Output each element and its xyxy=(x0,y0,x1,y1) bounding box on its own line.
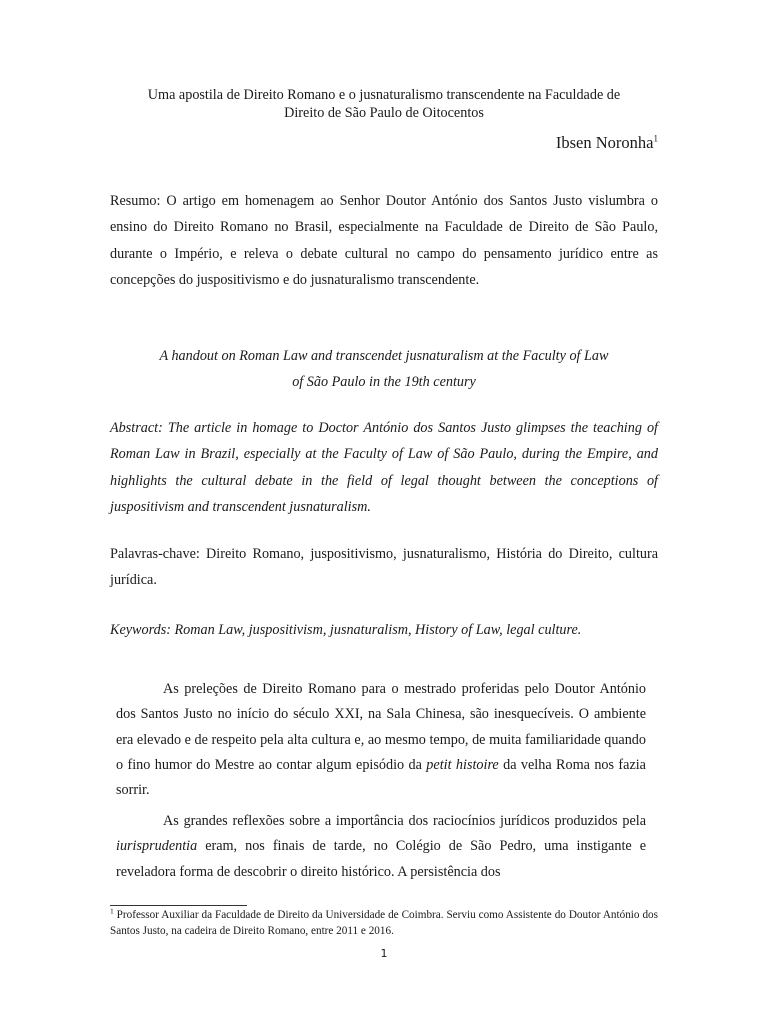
paragraph1-text-before: As preleções de Direito Romano para o mestrado proferidas pelo Doutor António dos Santos Justo no início do século XXI, na Sala Chinesa, são inesquecíveis. O ambiente era elevado e de respeito pela alta cultura e, ao mesmo tempo, de muita familiaridade quando o fino humor do Mestre ao contar algum episódio da xyxy=(116,681,646,773)
author-label: Ibsen Noronha xyxy=(555,133,654,152)
footnote-separator xyxy=(110,905,247,906)
title-line-1: Uma apostila de Direito Romano e o jusnaturalismo transcendente na Faculdade de xyxy=(147,87,621,103)
paragraph2-text-after: eram, nos finais de tarde, no Colégio de São Pedro, uma instigante e reveladora forma de descobrir o direito histórico. A persistência dos xyxy=(116,838,646,880)
english-title-line-2: of São Paulo in the 19th century xyxy=(292,374,476,391)
footnote-mark: 1 xyxy=(110,906,114,916)
footnote-1 xyxy=(110,908,658,939)
body-paragraph-2 xyxy=(116,809,646,885)
page-number: 1 xyxy=(380,947,388,960)
title-line-2: Direito de São Paulo de Oitocentos xyxy=(284,105,484,121)
abstract-paragraph: Abstract: The article in homage to Doctor António dos Santos Justo glimpses the teaching of Roman Law in Brazil, especially at the Faculty of Law of São Paulo, during the Empire, and highlights the cultural debate in the field of legal thought between the conceptions of juspositivism and transcendent jusnaturalism. xyxy=(110,420,658,515)
english-title-line-1: A handout on Roman Law and transcendet jusnaturalism at the Faculty of Law xyxy=(159,348,609,364)
author-footnote-mark[interactable]: 1 xyxy=(653,133,658,144)
paragraph2-italic-term: iurisprudentia xyxy=(116,838,198,855)
palavras-chave-paragraph: Palavras-chave: Direito Romano, juspositivismo, jusnaturalismo, História do Direito, cultura jurídica. xyxy=(110,546,658,589)
footnote-text: Professor Auxiliar da Faculdade de Direito da Universidade de Coimbra. Serviu como Assistente do Doutor António dos Santos Justo, na cadeira de Direito Romano, entre 2011 e 2016. xyxy=(110,909,658,937)
author-name xyxy=(556,133,658,153)
keywords-paragraph: Keywords: Roman Law, juspositivism, jusnaturalism, History of Law, legal culture. xyxy=(110,622,582,638)
resumo-paragraph: Resumo: O artigo em homenagem ao Senhor Doutor António dos Santos Justo vislumbra o ensino do Direito Romano no Brasil, especialmente na Faculdade de Direito de São Paulo, durante o Império, e releva o debate cultural no campo do pensamento jurídico entre as concepções do juspositivismo e do jusnaturalismo transcendente. xyxy=(110,193,658,288)
paragraph2-text-before: As grandes reflexões sobre a importância dos raciocínios jurídicos produzidos pela xyxy=(163,813,646,829)
body-paragraph-1 xyxy=(116,677,646,803)
paragraph1-italic-term: petit histoire xyxy=(426,756,499,773)
english-title xyxy=(110,343,658,396)
article-title xyxy=(110,86,658,122)
paragraph1-text-after: da velha Roma nos fazia sorrir. xyxy=(116,756,646,799)
